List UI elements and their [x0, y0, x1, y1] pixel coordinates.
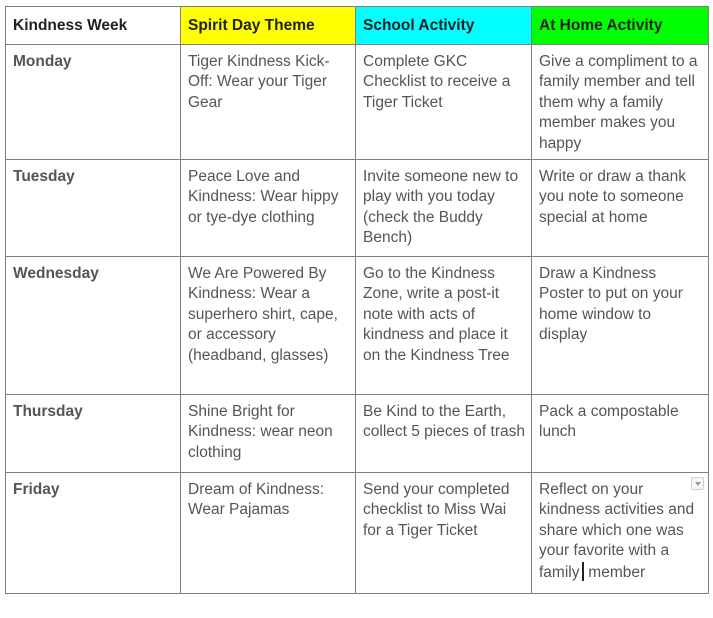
day-cell[interactable]: Tuesday	[6, 160, 181, 257]
spirit-cell[interactable]: Shine Bright for Kindness: wear neon clothing	[181, 395, 356, 473]
spirit-cell[interactable]: We Are Powered By Kindness: Wear a superhero shirt, cape, or accessory (headband, glasses)	[181, 257, 356, 395]
home-cell[interactable]: Pack a compostable lunch	[532, 395, 709, 473]
table-row	[6, 473, 709, 594]
home-cell[interactable]: Draw a Kindness Poster to put on your home window to display	[532, 257, 709, 395]
spirit-cell[interactable]: Tiger Kindness Kick-Off: Wear your Tiger Gear	[181, 45, 356, 160]
spirit-cell[interactable]: Dream of Kindness: Wear Pajamas	[181, 473, 356, 594]
school-cell[interactable]: Invite someone new to play with you today (check the Buddy Bench)	[356, 160, 532, 257]
school-cell[interactable]: Go to the Kindness Zone, write a post-it note with acts of kindness and place it on the Kindness Tree	[356, 257, 532, 395]
home-cell-active[interactable]	[532, 473, 709, 594]
header-kindness-week[interactable]: Kindness Week	[6, 7, 181, 45]
school-cell[interactable]: Be Kind to the Earth, collect 5 pieces of trash	[356, 395, 532, 473]
text-cursor	[582, 562, 584, 581]
day-cell[interactable]: Wednesday	[6, 257, 181, 395]
day-cell[interactable]: Thursday	[6, 395, 181, 473]
day-cell[interactable]: Friday	[6, 473, 181, 594]
header-row	[6, 7, 709, 45]
header-spirit-day-theme[interactable]: Spirit Day Theme	[181, 7, 356, 45]
active-cell-content	[539, 480, 702, 583]
table-row	[6, 45, 709, 160]
home-cell[interactable]: Write or draw a thank you note to someone special at home	[532, 160, 709, 257]
table-row	[6, 395, 709, 473]
header-school-activity[interactable]: School Activity	[356, 7, 532, 45]
header-at-home-activity[interactable]: At Home Activity	[532, 7, 709, 45]
school-cell[interactable]: Send your completed checklist to Miss Wai for a Tiger Ticket	[356, 473, 532, 594]
table-row	[6, 160, 709, 257]
kindness-week-table	[5, 6, 709, 594]
day-cell[interactable]: Monday	[6, 45, 181, 160]
home-cell-text-tail: member	[588, 563, 646, 581]
table-row	[6, 257, 709, 395]
school-cell[interactable]: Complete GKC Checklist to receive a Tiger Ticket	[356, 45, 532, 160]
spirit-cell[interactable]: Peace Love and Kindness: Wear hippy or tye-dye clothing	[181, 160, 356, 257]
chevron-down-icon[interactable]	[691, 477, 704, 490]
home-cell-text: Reflect on your kindness activities and share which one was your favorite with a family	[539, 481, 695, 581]
home-cell[interactable]: Give a compliment to a family member and tell them why a family member makes you happy	[532, 45, 709, 160]
